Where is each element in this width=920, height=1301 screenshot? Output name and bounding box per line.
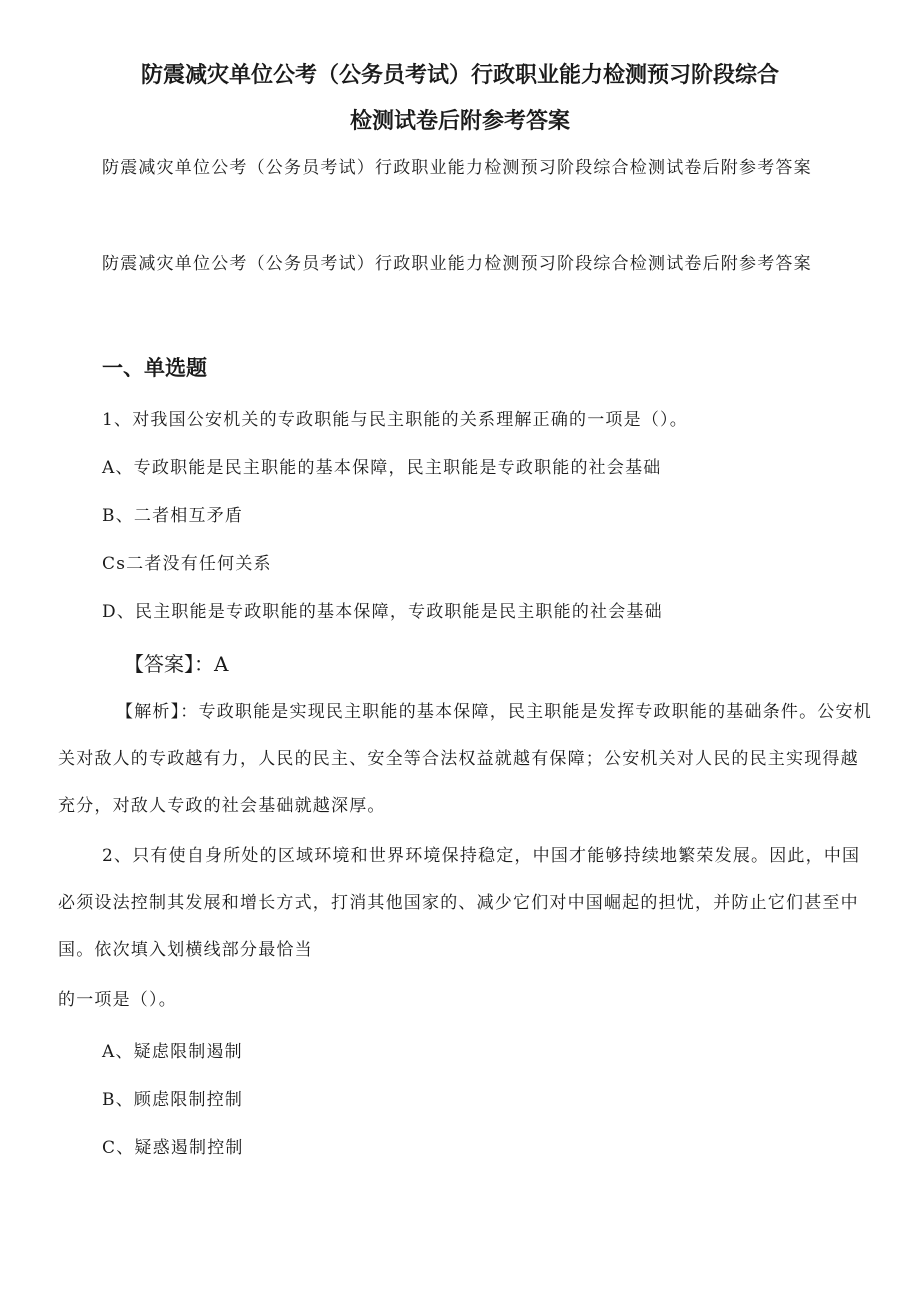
question-1-analysis: 【解析】：专政职能是实现民主职能的基本保障，民主职能是发挥专政职能的基础条件。公安机关对敌人的专政越有力，人民的民主、安全等合法权益就越有保障；公安机关对人民的民主实现得越充分，对敌人专政的社会基础就越深厚。 bbox=[58, 702, 872, 816]
question-2-option-b: B、顾虑限制控制 bbox=[102, 1090, 244, 1110]
answer-value: A bbox=[214, 652, 229, 676]
question-1-option-d: D、民主职能是专政职能的基本保障，专政职能是民主职能的社会基础 bbox=[102, 602, 663, 622]
answer-label: 【答案】： bbox=[124, 652, 214, 676]
repeat-title-paragraph-2: 防震减灾单位公考（公务员考试）行政职业能力检测预习阶段综合检测试卷后附参考答案 bbox=[102, 254, 812, 274]
question-2-stem-tail: 的一项是（）。 bbox=[58, 990, 177, 1010]
question-1-option-c: Cs二者没有任何关系 bbox=[102, 554, 272, 574]
question-2-option-c: C、疑惑遏制控制 bbox=[102, 1138, 244, 1158]
section-heading: 一、单选题 bbox=[102, 356, 207, 380]
question-1-answer bbox=[124, 648, 228, 677]
repeat-title-paragraph-1: 防震减灾单位公考（公务员考试）行政职业能力检测预习阶段综合检测试卷后附参考答案 bbox=[102, 158, 812, 178]
question-2-stem: 2、只有使自身所处的区域环境和世界环境保持稳定，中国才能够持续地繁荣发展。因此，中国必须设法控制其发展和增长方式，打消其他国家的、减少它们对中国崛起的担忧，并防止它们甚至中国。依次填入划横线部分最恰当 bbox=[58, 846, 861, 960]
question-2-option-a: A、疑虑限制遏制 bbox=[102, 1042, 243, 1062]
question-1-option-a: A、专政职能是民主职能的基本保障，民主职能是专政职能的社会基础 bbox=[102, 458, 662, 478]
question-1-stem: 1、对我国公安机关的专政职能与民主职能的关系理解正确的一项是（）。 bbox=[102, 410, 688, 430]
question-1-option-b: B、二者相互矛盾 bbox=[102, 506, 244, 526]
document-title-line-2: 检测试卷后附参考答案 bbox=[349, 109, 570, 134]
document-title-line-1: 防震减灾单位公考（公务员考试）行政职业能力检测预习阶段综合 bbox=[140, 63, 779, 88]
